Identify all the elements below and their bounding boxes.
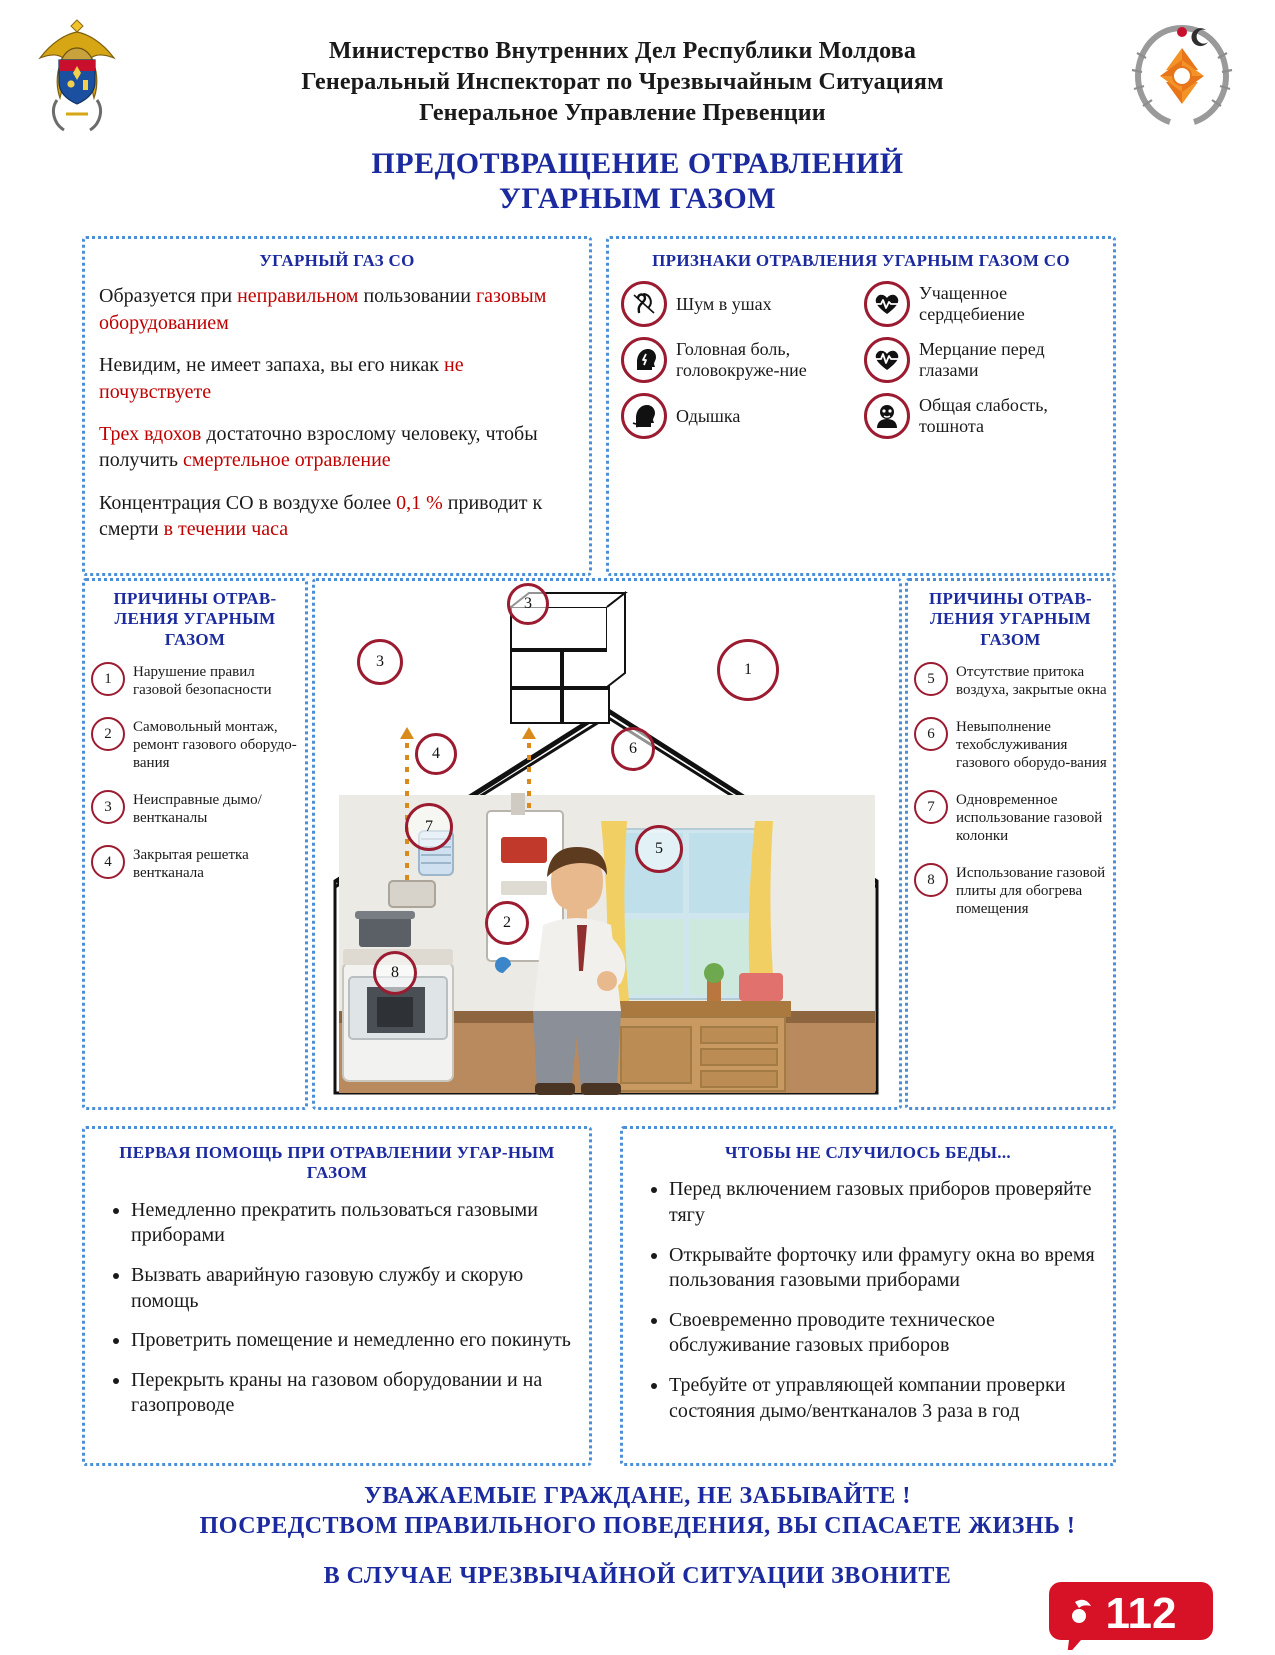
signs-grid xyxy=(621,281,1101,439)
page-title-line-1: ПРЕДОТВРАЩЕНИЕ ОТРАВЛЕНИЙ xyxy=(371,147,904,180)
panel-causes-left-title: ПРИЧИНЫ ОТРАВ-ЛЕНИЯ УГАРНЫМ ГАЗОМ xyxy=(113,589,277,649)
cause-number: 3 xyxy=(91,790,125,824)
svg-text:»: » xyxy=(636,424,639,431)
heart-flicker-icon xyxy=(864,337,910,383)
emergency-112-badge xyxy=(1045,1572,1213,1650)
prevention-list xyxy=(639,1177,1097,1424)
callout-7: 7 xyxy=(405,803,453,851)
panel-causes-right-title: ПРИЧИНЫ ОТРАВ-ЛЕНИЯ УГАРНЫМ ГАЗОМ xyxy=(929,589,1092,649)
cause-list-right xyxy=(914,662,1107,918)
ear-icon xyxy=(621,281,667,327)
cause-item xyxy=(91,790,299,827)
callout-3-left: 3 xyxy=(357,639,403,685)
cause-number: 1 xyxy=(91,662,125,696)
top-row xyxy=(0,228,1275,578)
co-fact-4: Концентрация СО в воздухе более 0,1 % приводит к смерти в течении часа xyxy=(99,491,543,541)
cause-text: Невыполнение техобслуживания газового оборудо-вания xyxy=(956,719,1107,772)
igsu-emblem-icon xyxy=(1120,14,1245,134)
panel-co-body xyxy=(99,283,575,542)
moldova-coat-of-arms-icon xyxy=(30,14,125,139)
middle-row xyxy=(0,578,1275,1118)
footer-line-2: ПОСРЕДСТВОМ ПРАВИЛЬНОГО ПОВЕДЕНИЯ, ВЫ СПАСАЕТЕ ЖИЗНЬ ! xyxy=(199,1513,1076,1539)
cause-item xyxy=(914,863,1107,918)
sign-label: Учащенное сердцебиение xyxy=(919,283,1025,325)
footer-line-3: В СЛУЧАЕ ЧРЕЗВЫЧАЙНОЙ СИТУАЦИИ ЗВОНИТЕ xyxy=(323,1563,952,1589)
sign-item xyxy=(621,337,858,383)
cause-number: 8 xyxy=(914,863,948,897)
ministry-line-1: Министерство Внутренних Дел Республики Молдова xyxy=(328,38,917,64)
cause-item xyxy=(91,717,299,772)
list-item: • Своевременно проводите техническое обслуживание газовых приборов xyxy=(669,1308,1097,1359)
sign-label: Мерцание перед глазами xyxy=(919,339,1045,381)
callout-6: 6 xyxy=(611,727,655,771)
callout-3-top: 3 xyxy=(507,583,549,625)
cause-item xyxy=(91,662,299,699)
cause-text: Нарушение правил газовой безопасности xyxy=(133,664,272,699)
bottom-row xyxy=(0,1126,1275,1471)
panel-prevention xyxy=(620,1126,1116,1466)
svg-text:112: 112 xyxy=(1105,1589,1177,1638)
sign-label: Одышка xyxy=(676,405,741,426)
co-fact-2: Невидим, не имеет запаха, вы его никак не почувствуете xyxy=(99,354,464,403)
panel-first-aid xyxy=(82,1126,592,1466)
weakness-nausea-icon xyxy=(864,393,910,439)
cause-item xyxy=(914,790,1107,845)
panel-causes-left xyxy=(82,578,308,1110)
cause-text: Самовольный монтаж, ремонт газового оборудо-вания xyxy=(133,719,297,772)
list-item: • Вызвать аварийную газовую службу и скорую помощь xyxy=(131,1263,573,1314)
cause-text: Отсутствие притока воздуха, закрытые окна xyxy=(956,664,1107,699)
sign-label: Общая слабость, тошнота xyxy=(919,395,1048,437)
sign-item xyxy=(864,281,1101,327)
sign-label: Шум в ушах xyxy=(676,293,772,314)
cause-text: Закрытая решетка вентканала xyxy=(133,847,249,882)
panel-co-title: УГАРНЫЙ ГАЗ CO xyxy=(259,251,415,270)
callout-4: 4 xyxy=(415,733,457,775)
cause-number: 2 xyxy=(91,717,125,751)
page-title xyxy=(0,147,1275,216)
cause-item xyxy=(914,662,1107,699)
sign-item xyxy=(621,281,858,327)
cause-number: 7 xyxy=(914,790,948,824)
list-item: • Проветрить помещение и немедленно его покинуть xyxy=(131,1328,573,1354)
list-item: • Требуйте от управляющей компании проверки состояния дымо/вентканалов 3 раза в год xyxy=(669,1373,1097,1424)
head-pain-icon xyxy=(621,337,667,383)
list-item: • Перед включением газовых приборов проверяйте тягу xyxy=(669,1177,1097,1228)
sign-item xyxy=(621,393,858,439)
sign-item xyxy=(864,337,1101,383)
page-title-line-2: УГАРНЫМ ГАЗОМ xyxy=(498,181,777,215)
co-fact-1: Образуется при неправильном пользовании газовым оборудованием xyxy=(99,285,547,334)
list-item: • Открывайте форточку или фрамугу окна во время пользования газовыми приборами xyxy=(669,1243,1097,1294)
callout-8: 8 xyxy=(373,951,417,995)
header-title-block xyxy=(125,14,1120,130)
cause-number: 6 xyxy=(914,717,948,751)
breath-icon xyxy=(621,393,667,439)
cause-number: 4 xyxy=(91,845,125,879)
sign-item xyxy=(864,393,1101,439)
panel-poisoning-signs xyxy=(606,236,1116,576)
footer-line-1: УВАЖАЕМЫЕ ГРАЖДАНЕ, НЕ ЗАБЫВАЙТЕ ! xyxy=(364,1483,911,1509)
callout-1: 1 xyxy=(717,639,779,701)
cause-number: 5 xyxy=(914,662,948,696)
cause-text: Неисправные дымо/вентканалы xyxy=(133,792,262,827)
ministry-line-2: Генеральный Инспекторат по Чрезвычайным Ситуациям xyxy=(301,69,944,96)
list-item: • Немедленно прекратить пользоваться газовыми приборами xyxy=(131,1198,573,1249)
first-aid-list xyxy=(101,1198,573,1419)
sign-label: Головная боль, головокруже-ние xyxy=(676,339,807,381)
co-fact-3: Трех вдохов достаточно взрослому человеку, чтобы получить смертельное отравление xyxy=(99,422,538,472)
cause-item xyxy=(91,845,299,882)
callout-5: 5 xyxy=(635,825,683,873)
document-header xyxy=(0,0,1275,145)
cause-list-left xyxy=(91,662,299,882)
panel-causes-right xyxy=(905,578,1116,1110)
cause-item xyxy=(914,717,1107,772)
cause-text: Одновременное использование газовой колонки xyxy=(956,792,1103,845)
cause-text: Использование газовой плиты для обогрева помещения xyxy=(956,865,1106,918)
heartbeat-icon xyxy=(864,281,910,327)
panel-carbon-monoxide xyxy=(82,236,592,576)
kitchen-house-cutaway-illustration xyxy=(312,578,902,1110)
list-item: • Перекрыть краны на газовом оборудовании и на газопроводе xyxy=(131,1368,573,1419)
callout-2: 2 xyxy=(485,901,529,945)
panel-prevention-title: ЧТОБЫ НЕ СЛУЧИЛОСЬ БЕДЫ... xyxy=(725,1143,1011,1162)
panel-first-aid-title: ПЕРВАЯ ПОМОЩЬ ПРИ ОТРАВЛЕНИИ УГАР-НЫМ ГАЗОМ xyxy=(119,1143,555,1183)
panel-signs-title: ПРИЗНАКИ ОТРАВЛЕНИЯ УГАРНЫМ ГАЗОМ CO xyxy=(652,251,1070,270)
ministry-line-3: Генеральное Управление Превенции xyxy=(419,100,826,127)
